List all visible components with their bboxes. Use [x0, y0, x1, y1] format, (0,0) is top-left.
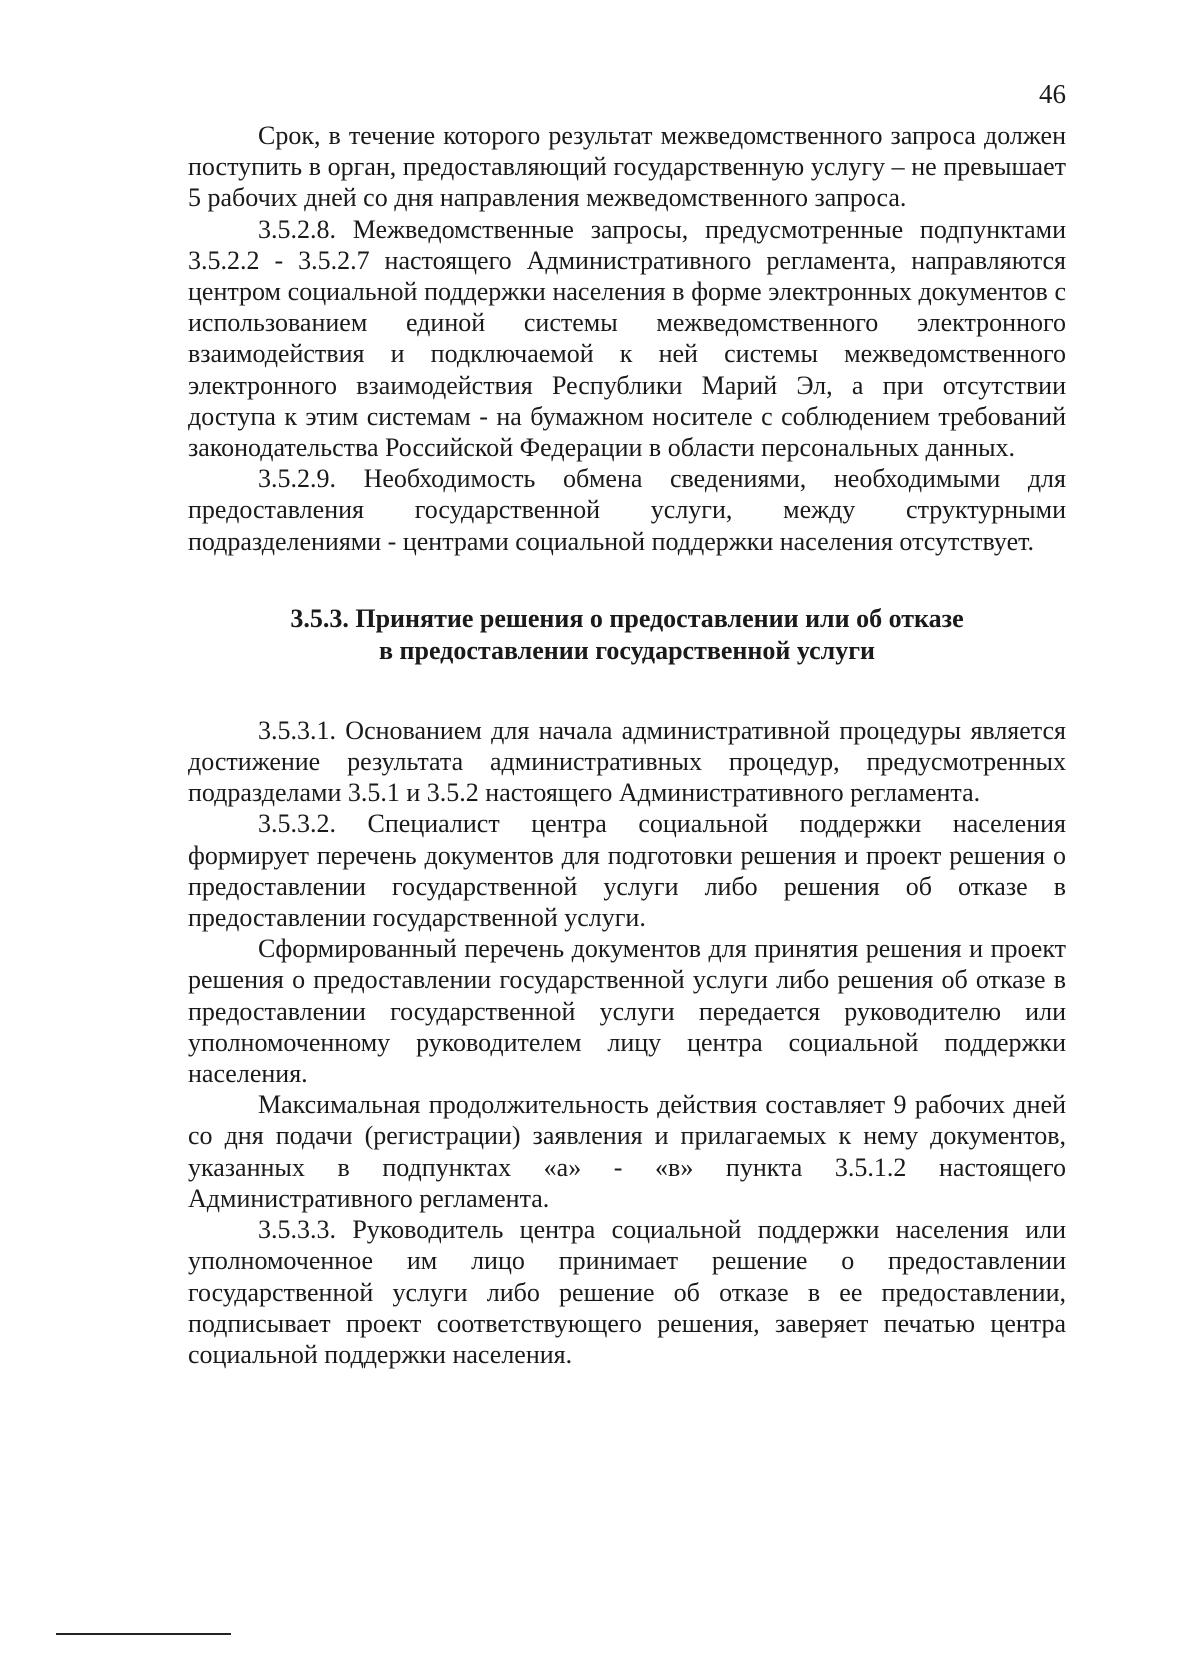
paragraph-3-5-3-2: 3.5.3.2. Специалист центра социальной поддержки населения формирует перечень документов для подготовки решения и проект решения о предоставлении государственной услуги либо решения об отказе в предоставлении государственной услуги.: [188, 809, 1066, 933]
paragraph-document-transfer: Сформированный перечень документов для принятия решения и проект решения о предоставлении государственной услуги либо решения об отказе в предоставлении государственной услуги передается руководителю или уполномоченному руководителем лицу центра социальной поддержки населения.: [188, 934, 1066, 1089]
footnote-divider: [56, 1633, 231, 1635]
document-body: [188, 120, 1066, 1370]
section-heading-line-1: 3.5.3. Принятие решения о предоставлении или об отказе: [290, 603, 964, 633]
section-heading-line-2: в предоставлении государственной услуги: [378, 635, 875, 665]
section-heading-3-5-3: [188, 603, 1066, 667]
paragraph-3-5-2-8: 3.5.2.8. Межведомственные запросы, предусмотренные подпунктами 3.5.2.2 - 3.5.2.7 настоящего Административного регламента, направляются центром социальной поддержки населения в форме электронных документов с использованием единой системы межведомственного электронного взаимодействия и подключаемой к ней системы межведомственного электронного взаимодействия Республики Марий Эл, а при отсутствии доступа к этим системам - на бумажном носителе с соблюдением требований законодательства Российской Федерации в области персональных данных.: [188, 214, 1066, 463]
page-number: 46: [1039, 79, 1066, 109]
paragraph-3-5-3-3: 3.5.3.3. Руководитель центра социальной поддержки населения или уполномоченное им лицо принимает решение о предоставлении государственной услуги либо решение об отказе в ее предоставлении, подписывает проект соответствующего решения, заверяет печатью центра социальной поддержки населения.: [188, 1215, 1066, 1369]
paragraph-request-deadline: Срок, в течение которого результат межведомственного запроса должен поступить в орган, предоставляющий государственную услугу – не превышает 5 рабочих дней со дня направления межведомственного запроса.: [188, 121, 1066, 213]
paragraph-max-duration: Максимальная продолжительность действия составляет 9 рабочих дней со дня подачи (регистрации) заявления и прилагаемых к нему документов, указанных в подпунктах «а» - «в» пункта 3.5.1.2 настоящего Административного регламента.: [188, 1090, 1066, 1213]
paragraph-3-5-2-9: 3.5.2.9. Необходимость обмена сведениями, необходимыми для предоставления государственной услуги, между структурными подразделениями - центрами социальной поддержки населения отсутствует.: [188, 464, 1066, 556]
paragraph-3-5-3-1: 3.5.3.1. Основанием для начала административной процедуры является достижение результата административных процедур, предусмотренных подразделами 3.5.1 и 3.5.2 настоящего Административного регламента.: [188, 715, 1066, 808]
